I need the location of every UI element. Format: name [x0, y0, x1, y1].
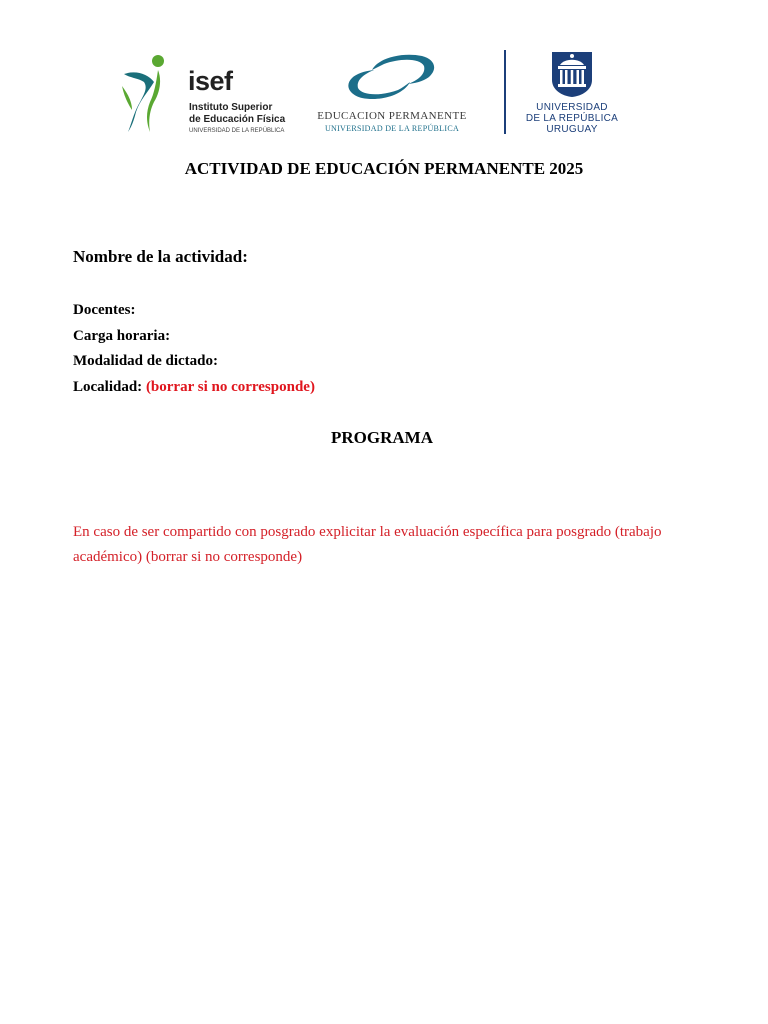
- field-modalidad-label: Modalidad de dictado:: [73, 353, 219, 369]
- field-localidad-note: (borrar si no corresponde): [145, 379, 315, 395]
- field-carga-horaria-label: Carga horaria:: [73, 328, 171, 344]
- isef-line-3: UNIVERSIDAD DE LA REPÚBLICA: [189, 128, 285, 134]
- udelar-line-2: DE LA REPÚBLICA: [525, 113, 619, 124]
- field-docentes: [73, 300, 135, 320]
- isef-line-1: Instituto Superior: [189, 102, 273, 113]
- isef-wordmark: isef: [188, 66, 233, 96]
- logo-divider: [504, 50, 506, 134]
- university-seal-icon: [550, 50, 594, 98]
- posgrado-instruction-note: En caso de ser compartido con posgrado explicitar la evaluación específica para posgrado (trabajo académico) (borrar si no corresponde): [73, 524, 662, 565]
- ep-line-2: UNIVERSIDAD DE LA REPÚBLICA: [324, 124, 460, 133]
- field-localidad-label: Localidad:: [73, 379, 143, 395]
- header-logos: [112, 46, 642, 138]
- educacion-permanente-logo: [312, 50, 472, 136]
- isef-figure-icon: [118, 52, 174, 134]
- field-localidad: [73, 377, 315, 397]
- ep-swirl-icon: [342, 50, 440, 104]
- isef-line-2: de Educación Física: [189, 114, 286, 125]
- document-title: ACTIVIDAD DE EDUCACIÓN PERMANENTE 2025: [184, 159, 584, 178]
- udelar-line-3: URUGUAY: [546, 124, 598, 135]
- field-modalidad: [73, 351, 218, 371]
- isef-logo: [118, 50, 288, 136]
- udelar-line-1: UNIVERSIDAD: [536, 102, 608, 113]
- udelar-logo: [522, 48, 632, 136]
- field-docentes-label: Docentes:: [73, 302, 136, 318]
- activity-name-label: Nombre de la actividad:: [73, 247, 248, 266]
- section-title-programa: PROGRAMA: [331, 428, 433, 447]
- field-carga-horaria: [73, 326, 170, 346]
- ep-line-1: EDUCACION PERMANENTE: [317, 110, 467, 122]
